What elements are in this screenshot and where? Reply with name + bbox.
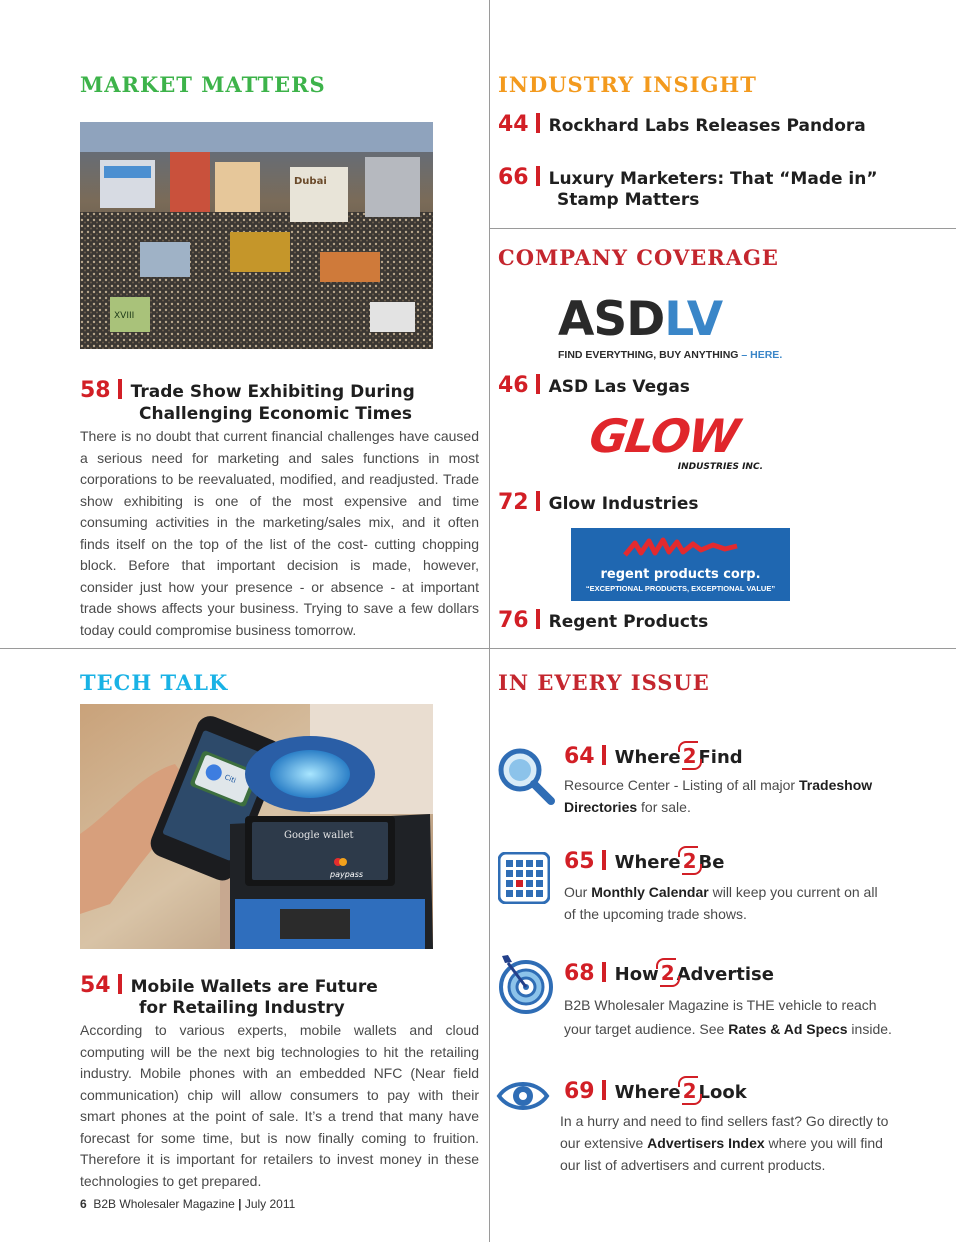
- two-icon: 2: [682, 1079, 697, 1103]
- page-footer: [80, 1197, 295, 1211]
- market-article-title-1: Trade Show Exhibiting During: [130, 382, 415, 402]
- tech-article-body: According to various experts, mobile wallets and cloud computing will be the next big technologies to hit the retailing industry. Mobile phones with an embedded NFC (Near field communication) chip will allow consumers to pay with their smart phones at the point of sale. It’s a trend that many have forecast for some time, but is now finally coming to fruition. Therefore it is important for retailers to invest money in these technologies to get prepared.: [80, 1022, 479, 1189]
- issue-date: July 2011: [244, 1197, 296, 1211]
- google-wallet-label: Google wallet: [284, 830, 354, 841]
- eye-icon: [496, 1076, 550, 1121]
- issue-desc-64: Resource Center - Listing of all major Tradeshow Directories for sale.: [564, 777, 873, 815]
- tech-article-title-2: for Retailing Industry: [139, 998, 345, 1018]
- regent-tagline: “EXCEPTIONAL PRODUCTS, EXCEPTIONAL VALUE”: [585, 584, 776, 593]
- glow-sub: INDUSTRIES INC.: [677, 462, 763, 472]
- issue-item-64: [564, 744, 743, 769]
- mobile-wallet-image: [80, 704, 433, 949]
- issue-desc-69: In a hurry and need to find sellers fast? Go directly to our extensive Advertisers Index where you will find our list of advertisers and current products.: [560, 1113, 889, 1173]
- red-bar: [536, 491, 540, 511]
- magnifier-icon: [496, 746, 556, 811]
- asd-tagline-here: – HERE.: [738, 349, 783, 361]
- tech-article-number: 54: [80, 973, 111, 998]
- company-item-72: [498, 489, 699, 517]
- issue-word1: Where: [614, 852, 681, 873]
- calendar-icon: [498, 852, 550, 909]
- mobile-wallet-photo: [80, 704, 433, 949]
- company-number: 72: [498, 490, 529, 515]
- two-icon: 2: [660, 961, 675, 985]
- company-item-76: [498, 607, 708, 635]
- issue-word1: Where: [614, 1082, 681, 1103]
- red-bar: [602, 962, 606, 982]
- market-article-number: 58: [80, 378, 111, 403]
- red-bar: [536, 374, 540, 394]
- glow-text: GLOW: [586, 409, 742, 463]
- insight-title: Rockhard Labs Releases Pandora: [548, 116, 866, 136]
- middle-divider: [0, 648, 956, 649]
- company-number: 76: [498, 608, 529, 633]
- issue-word2: Find: [698, 747, 743, 768]
- tech-article-headline: [80, 972, 378, 1000]
- xviii-sign: XVIII: [114, 311, 135, 321]
- company-coverage-title: COMPANY COVERAGE: [498, 245, 779, 270]
- red-bar: [602, 1080, 606, 1100]
- in-every-issue-title: IN EVERY ISSUE: [498, 670, 710, 695]
- red-bar: [536, 113, 540, 133]
- insight-title: Luxury Marketers: That “Made in”: [548, 169, 878, 189]
- red-bar: [602, 850, 606, 870]
- company-title: Regent Products: [548, 612, 709, 632]
- two-icon: 2: [682, 849, 697, 873]
- target-icon: [496, 953, 556, 1020]
- issue-desc-65: Our Monthly Calendar will keep you current on all of the upcoming trade shows.: [564, 884, 878, 922]
- glow-logo: [586, 409, 775, 475]
- page-number: 6: [80, 1197, 87, 1211]
- market-article-headline: [80, 377, 415, 405]
- tech-talk-title: TECH TALK: [80, 670, 229, 695]
- company-item-46: [498, 372, 690, 400]
- red-bar: [536, 166, 540, 186]
- asd-text: ASD: [558, 292, 665, 347]
- issue-number: 69: [564, 1079, 595, 1104]
- market-article-title-2: Challenging Economic Times: [139, 404, 412, 424]
- lv-text: LV: [664, 292, 723, 347]
- insight-number: 66: [498, 165, 529, 190]
- red-bar: [118, 379, 122, 399]
- trade-show-photo: [80, 122, 433, 349]
- tech-article-title-1: Mobile Wallets are Future: [130, 977, 378, 997]
- company-title: Glow Industries: [548, 494, 699, 514]
- red-bar: [602, 745, 606, 765]
- dubai-sign: Dubai: [294, 176, 327, 187]
- red-bar: [536, 609, 540, 629]
- issue-word2: Be: [698, 852, 725, 873]
- regent-logo: [571, 528, 790, 601]
- phone-card-label: Citi: [223, 773, 238, 785]
- asd-tagline: FIND EVERYTHING, BUY ANYTHING: [558, 349, 739, 361]
- red-bar: [118, 974, 122, 994]
- insight-item-66: [498, 164, 878, 192]
- issue-word2: Advertise: [676, 964, 774, 985]
- magazine-name: B2B Wholesaler Magazine: [93, 1197, 235, 1211]
- issue-word1: How: [614, 964, 659, 985]
- regent-name: regent products corp.: [600, 567, 761, 582]
- issue-number: 64: [564, 744, 595, 769]
- issue-item-69: [564, 1079, 747, 1104]
- issue-word1: Where: [614, 747, 681, 768]
- issue-desc-68: B2B Wholesaler Magazine is THE vehicle to reach your target audience. See Rates & Ad Specs inside.: [564, 997, 892, 1037]
- issue-number: 65: [564, 849, 595, 874]
- insight-item-44: [498, 111, 866, 139]
- regent-swoosh: [621, 535, 741, 563]
- footer-separator: |: [238, 1197, 242, 1211]
- industry-insight-title: INDUSTRY INSIGHT: [498, 72, 757, 97]
- trade-show-image: [80, 122, 433, 349]
- market-article-body: There is no doubt that current financial challenges have caused a serious need for marketing and sales functions in most corporations to be reevaluated, modified, and readjusted. Trade show exhibiting is one of the most expensive and time consuming activities in the marketing/sales mix, and it often finds itself on the top of the list of the cost- cutting chopping block. Before that important decision is made, however, consider just how your presence - or absence - at important trade shows affects your business. Trying to save a few dollars today could compromise business tomorrow.: [80, 428, 479, 638]
- right-divider-1: [489, 228, 956, 229]
- market-matters-title: MARKET MATTERS: [80, 72, 326, 97]
- paypass-label: paypass: [330, 870, 364, 879]
- issue-item-65: [564, 849, 724, 874]
- company-number: 46: [498, 373, 529, 398]
- asdlv-logo: [558, 292, 808, 362]
- issue-item-68: [564, 961, 774, 986]
- two-icon: 2: [682, 744, 697, 768]
- issue-number: 68: [564, 961, 595, 986]
- insight-title-line2: Stamp Matters: [557, 190, 700, 210]
- insight-number: 44: [498, 112, 529, 137]
- company-title: ASD Las Vegas: [548, 377, 690, 397]
- issue-word2: Look: [698, 1082, 747, 1103]
- center-divider: [489, 0, 490, 1242]
